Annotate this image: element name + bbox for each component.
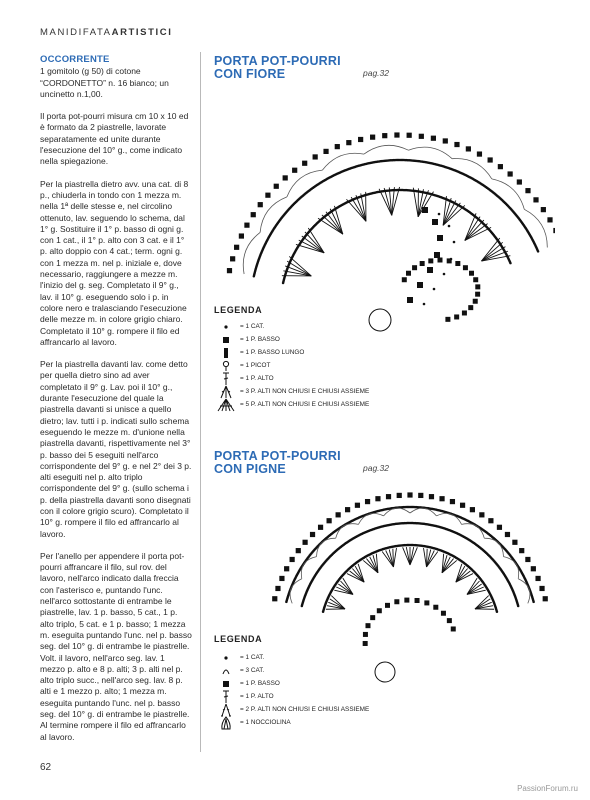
paragraph-3: Per la piastrella davanti lav. come detto per quella dietro sino ad aver completato il 9° g. Lav. poi il 10° g., durante l'esecuzione del quale la piastrella davanti si unisce a quello dietro; lav. tutti i p. indicati sullo schema eseguendo le mezze m. d'unione nella piastrella davanti, rispettivamente nel 3° p. basso dei 5 eseguiti nell'arco corrispondente del 9° g. e nel 2° dei 3 p. alti eseguiti nel p. alto triplo corrispondente del 9° g. (sullo schema i p. della piastrella davanti sono disegnati con il colore grigio scuro). Completato il 10° g. rompere il filo ed affrancarlo al lavoro.: [40, 359, 192, 539]
stitch-mark: [535, 576, 540, 581]
legend-label: = 2 P. ALTI NON CHIUSI E CHIUSI ASSIEME: [240, 706, 370, 713]
stitch-mark: [302, 236, 324, 253]
fan3-icon: [214, 385, 238, 398]
stitch-mark: [505, 532, 510, 537]
stitch-mark: [419, 134, 424, 139]
stitch-mark: [284, 566, 289, 571]
legend-row: [214, 320, 369, 333]
legend-label: = 1 CAT.: [240, 654, 265, 661]
stitch-mark: [468, 305, 473, 310]
stitch-mark: [403, 547, 410, 565]
pattern1-legend-title: LEGENDA: [214, 305, 263, 315]
stitch-mark: [537, 250, 540, 253]
legend-label: = 1 P. BASSO LUNGO: [240, 349, 305, 356]
stitch-mark: [370, 135, 375, 140]
stitch-mark: [394, 599, 399, 604]
stitch-mark: [517, 605, 520, 608]
stitch-mark: [454, 314, 459, 319]
pattern1-diagram: [225, 80, 555, 340]
stitch-mark: [375, 496, 380, 501]
instructions-column: [40, 54, 192, 743]
stitch-mark: [346, 199, 365, 221]
stitch-mark: [496, 610, 499, 613]
stitch-mark: [346, 140, 351, 145]
pattern2-title-line1: PORTA POT-POURRI: [214, 449, 341, 463]
pattern2-page-ref: pag.32: [363, 463, 389, 473]
stitch-mark: [302, 161, 307, 166]
stitch-mark: [469, 271, 474, 276]
stitch-mark: [427, 267, 433, 273]
legend-row: [214, 398, 369, 411]
stitch-mark: [274, 184, 279, 189]
stitch-mark: [438, 258, 443, 263]
legend-row: [214, 385, 369, 398]
stitch-mark: [512, 540, 517, 545]
stitch-mark: [460, 503, 465, 508]
stitch-mark: [386, 550, 394, 567]
magazine-header: [40, 27, 172, 38]
stitch-mark: [310, 532, 315, 537]
stitch-mark: [533, 197, 538, 202]
square-icon: [214, 333, 238, 346]
brand-part-a: MANIDIFATA: [40, 27, 112, 38]
stitch-mark: [424, 548, 427, 567]
stitch-mark: [473, 277, 478, 282]
fan5-icon: [214, 398, 238, 411]
stitch-mark: [292, 168, 297, 173]
stitch-mark: [417, 282, 423, 288]
stitch-mark: [509, 262, 512, 265]
stitch-mark: [285, 266, 311, 276]
stitch-mark: [525, 188, 530, 193]
stitch-mark: [365, 623, 370, 628]
stitch-mark: [239, 233, 244, 238]
page-number: 62: [40, 762, 52, 773]
stitch-mark: [258, 202, 263, 207]
stitch-mark: [272, 596, 277, 601]
stitch-mark: [470, 507, 475, 512]
stitch-mark: [406, 271, 411, 276]
stitch-mark: [429, 494, 434, 499]
stitch-mark: [418, 493, 423, 498]
stitch-mark: [230, 256, 235, 261]
stitch-mark: [275, 586, 280, 591]
stitch-mark: [370, 615, 375, 620]
stitch-mark: [326, 212, 343, 234]
stitch-mark: [543, 596, 548, 601]
stitch-mark: [451, 626, 456, 631]
pattern1-title-line1: PORTA POT-POURRI: [214, 54, 341, 68]
nocciolina-icon: [214, 716, 238, 729]
stitch-mark: [531, 566, 536, 571]
stitch-mark: [456, 568, 468, 582]
paragraph-4: Per l'anello per appendere il porta pot-pourri affrancare il filo, sul rov. del lavoro, nell'arco indicato dalla freccia con l'asterisco e, puntando l'unc. nell'arco sottostante di entrambe le piastrelle, lav. 1 p. basso, 5 cat., 1 p. alto triplo, 5 cat. e 1 p. basso; 1 mezza m. eseguita puntando l'unc. nel p. basso seg. del 10° g. di entrambe le piastrelle. Volt. il lavoro, nell'arco seg. lav. 1 mezzo p. alto e 8 p. alti; 3 p. alti nel p. alto triplo succ., nell'arco seg. lav. 8 p. alti e 1 mezzo p. alto; 1 mezza m. eseguita puntando l'unc. nel p. basso seg. del 10° g. di entrambe le piastrelle. Al termine rompere il filo ed affrancarlo al lavoro.: [40, 550, 192, 742]
stitch-mark: [519, 548, 524, 553]
materials-text: 1 gomitolo (g 50) di cotone “CORDONETTO” n. 16 bianco; un uncinetto n.1,00.: [40, 66, 169, 99]
stitch-mark: [439, 496, 444, 501]
legend-row: [214, 690, 369, 703]
stitch-mark: [441, 611, 446, 616]
center-ring: [369, 309, 391, 331]
stitch-mark: [424, 600, 429, 605]
legend-row: [214, 333, 369, 346]
stitch-mark: [365, 499, 370, 504]
stitch-mark: [404, 598, 409, 603]
stitch-mark: [532, 601, 535, 604]
stitch-mark: [463, 265, 468, 270]
stitch-mark: [539, 586, 544, 591]
stitch-mark: [508, 171, 513, 176]
brand-part-b: ARTISTICI: [111, 27, 173, 38]
stitch-mark: [553, 228, 555, 233]
stitch-mark: [447, 258, 452, 263]
stitch-mark: [386, 494, 391, 499]
stitch-mark: [475, 292, 480, 297]
column-divider: [200, 52, 201, 752]
stitch-mark: [382, 133, 387, 138]
stitch-mark: [283, 175, 288, 180]
stitch-mark: [402, 277, 407, 282]
legend-row: [214, 346, 369, 359]
legend-label: = 5 P. ALTI NON CHIUSI E CHIUSI ASSIEME: [240, 401, 370, 408]
legend-row: [214, 372, 369, 385]
stitch-mark: [265, 193, 270, 198]
legend-row: [214, 651, 369, 664]
stitch-mark: [481, 242, 502, 261]
legend-label: = 1 NOCCIOLINA: [240, 719, 291, 726]
stitch-mark: [450, 499, 455, 504]
stitch-mark: [358, 137, 363, 142]
materials-heading: OCCORRENTE: [40, 54, 110, 65]
stitch-mark: [448, 225, 451, 228]
stitch-mark: [407, 492, 412, 497]
stitch-mark: [345, 507, 350, 512]
legend-row: [214, 664, 369, 677]
fan2-icon: [214, 703, 238, 716]
stitch-mark: [407, 297, 413, 303]
stitch-mark: [410, 547, 417, 565]
stitch-mark: [445, 317, 450, 322]
square-icon: [214, 677, 238, 690]
stitch-mark: [422, 207, 428, 213]
stitch-mark: [427, 550, 435, 567]
stitch-mark: [477, 151, 482, 156]
pattern2-legend-title: LEGENDA: [214, 634, 263, 644]
paragraph-2: Per la piastrella dietro avv. una cat. di 8 p., chiuderla in tondo con 1 mezza m. nella 1ª delle stesse e, nel circolino ottenuto, lav. seguendo lo schema, dal 1° g. Sostituire il 1° p. basso di ogni g. con 1 cat., il 1° p. alto con 3 cat. e il 1° p. alto doppio con 4 cat.; term. ogni g. con 1 mezza m. nel p. iniziale e, dove necessario, raggiungere a mezze m. l'inizio del g. seg. Completato il 9° g., lav. il 10° g. eseguendo solo i p. in colore nero e tralasciando l'esecuzione delle mezze m. in colore grigio chiaro. Completato il 10° g. rompere il filo ed affrancarlo al lavoro.: [40, 178, 189, 347]
center-ring: [375, 662, 395, 682]
stitch-mark: [497, 525, 502, 530]
stitch-mark: [462, 310, 467, 315]
legend-label: = 1 P. ALTO: [240, 693, 274, 700]
stitch-mark: [475, 284, 480, 289]
stitch-mark: [385, 603, 390, 608]
stitch-mark: [363, 632, 368, 637]
watermark-text: PassionForum.ru: [517, 784, 578, 793]
legend-row: [214, 677, 369, 690]
stitch-mark: [244, 223, 249, 228]
paragraph-1: Il porta pot-pourri misura cm 10 x 10 ed è formato da 2 piastrelle, lavorate separatamente ed unite durante l'esecuzione del 10° g., come indicato nella spiegazione.: [40, 111, 189, 167]
stitch-mark: [355, 503, 360, 508]
stitch-mark: [406, 547, 410, 565]
stitch-mark: [433, 288, 436, 291]
stitch-mark: [318, 525, 323, 530]
stitch-mark: [517, 179, 522, 184]
stitch-mark: [428, 258, 433, 263]
stitch-mark: [313, 154, 318, 159]
pattern1-legend: [214, 320, 369, 411]
pattern2-title: [214, 450, 341, 476]
stitch-mark: [336, 512, 341, 517]
stitch-mark: [412, 265, 417, 270]
stitch-mark: [363, 641, 368, 646]
stitch-mark: [453, 241, 456, 244]
stitch-mark: [420, 261, 425, 266]
stitch-mark: [447, 618, 452, 623]
stitch-mark: [327, 518, 332, 523]
stitch-mark: [302, 540, 307, 545]
stitch-mark: [377, 608, 382, 613]
stitch-mark: [290, 557, 295, 562]
stitch-mark: [323, 149, 328, 154]
pattern1-title-line2: CON FIORE: [214, 67, 286, 81]
legend-label: = 1 CAT.: [240, 323, 265, 330]
cross-stitch-icon: [214, 690, 238, 703]
stitch-mark: [410, 547, 414, 565]
stitch-mark: [356, 195, 366, 221]
stitch-mark: [352, 568, 364, 582]
stitch-mark: [465, 220, 484, 240]
stitch-mark: [455, 261, 460, 266]
stitch-mark: [279, 576, 284, 581]
legend-label: = 3 CAT.: [240, 667, 265, 674]
stitch-mark: [438, 213, 441, 216]
stitch-mark: [227, 268, 232, 273]
stitch-mark: [525, 557, 530, 562]
stitch-mark: [433, 605, 438, 610]
stitch-mark: [296, 548, 301, 553]
pattern1-title: [214, 55, 341, 81]
legend-label: = 1 P. BASSO: [240, 336, 280, 343]
stitch-mark: [289, 256, 311, 275]
stitch-mark: [407, 133, 412, 138]
stitch-mark: [443, 138, 448, 143]
stitch-mark: [335, 144, 340, 149]
stitch-mark: [393, 548, 396, 567]
legend-row: [214, 716, 369, 729]
pattern2-title-line2: CON PIGNE: [214, 462, 286, 476]
stitch-mark: [547, 217, 552, 222]
stitch-mark: [434, 252, 440, 258]
stitch-mark: [437, 235, 443, 241]
picot-icon: [214, 359, 238, 372]
stitch-mark: [541, 207, 546, 212]
legend-row: [214, 703, 369, 716]
pattern2-legend: [214, 651, 369, 729]
stitch-mark: [251, 212, 256, 217]
stitch-mark: [454, 142, 459, 147]
legend-label: = 1 P. ALTO: [240, 375, 274, 382]
legend-label: = 3 P. ALTI NON CHIUSI E CHIUSI ASSIEME: [240, 388, 370, 395]
legend-label: = 1 PICOT: [240, 362, 271, 369]
stitch-mark: [397, 493, 402, 498]
stitch-mark: [498, 164, 503, 169]
stitch-mark: [423, 303, 426, 306]
dot-icon: [214, 651, 238, 664]
cross-stitch-icon: [214, 372, 238, 385]
dot-icon: [214, 320, 238, 333]
stitch-mark: [431, 136, 436, 141]
arc-icon: [214, 664, 238, 677]
stitch-mark: [415, 598, 420, 603]
stitch-mark: [466, 146, 471, 151]
stitch-mark: [234, 245, 239, 250]
stitch-mark: [394, 132, 399, 137]
stitch-mark: [432, 219, 438, 225]
stitch-mark: [488, 157, 493, 162]
stitch-mark: [473, 299, 478, 304]
stitch-mark: [443, 273, 446, 276]
stitch-mark: [488, 518, 493, 523]
tall-square-icon: [214, 346, 238, 359]
pattern1-page-ref: pag.32: [363, 68, 389, 78]
legend-row: [214, 359, 369, 372]
stitch-mark: [479, 512, 484, 517]
legend-label: = 1 P. BASSO: [240, 680, 280, 687]
